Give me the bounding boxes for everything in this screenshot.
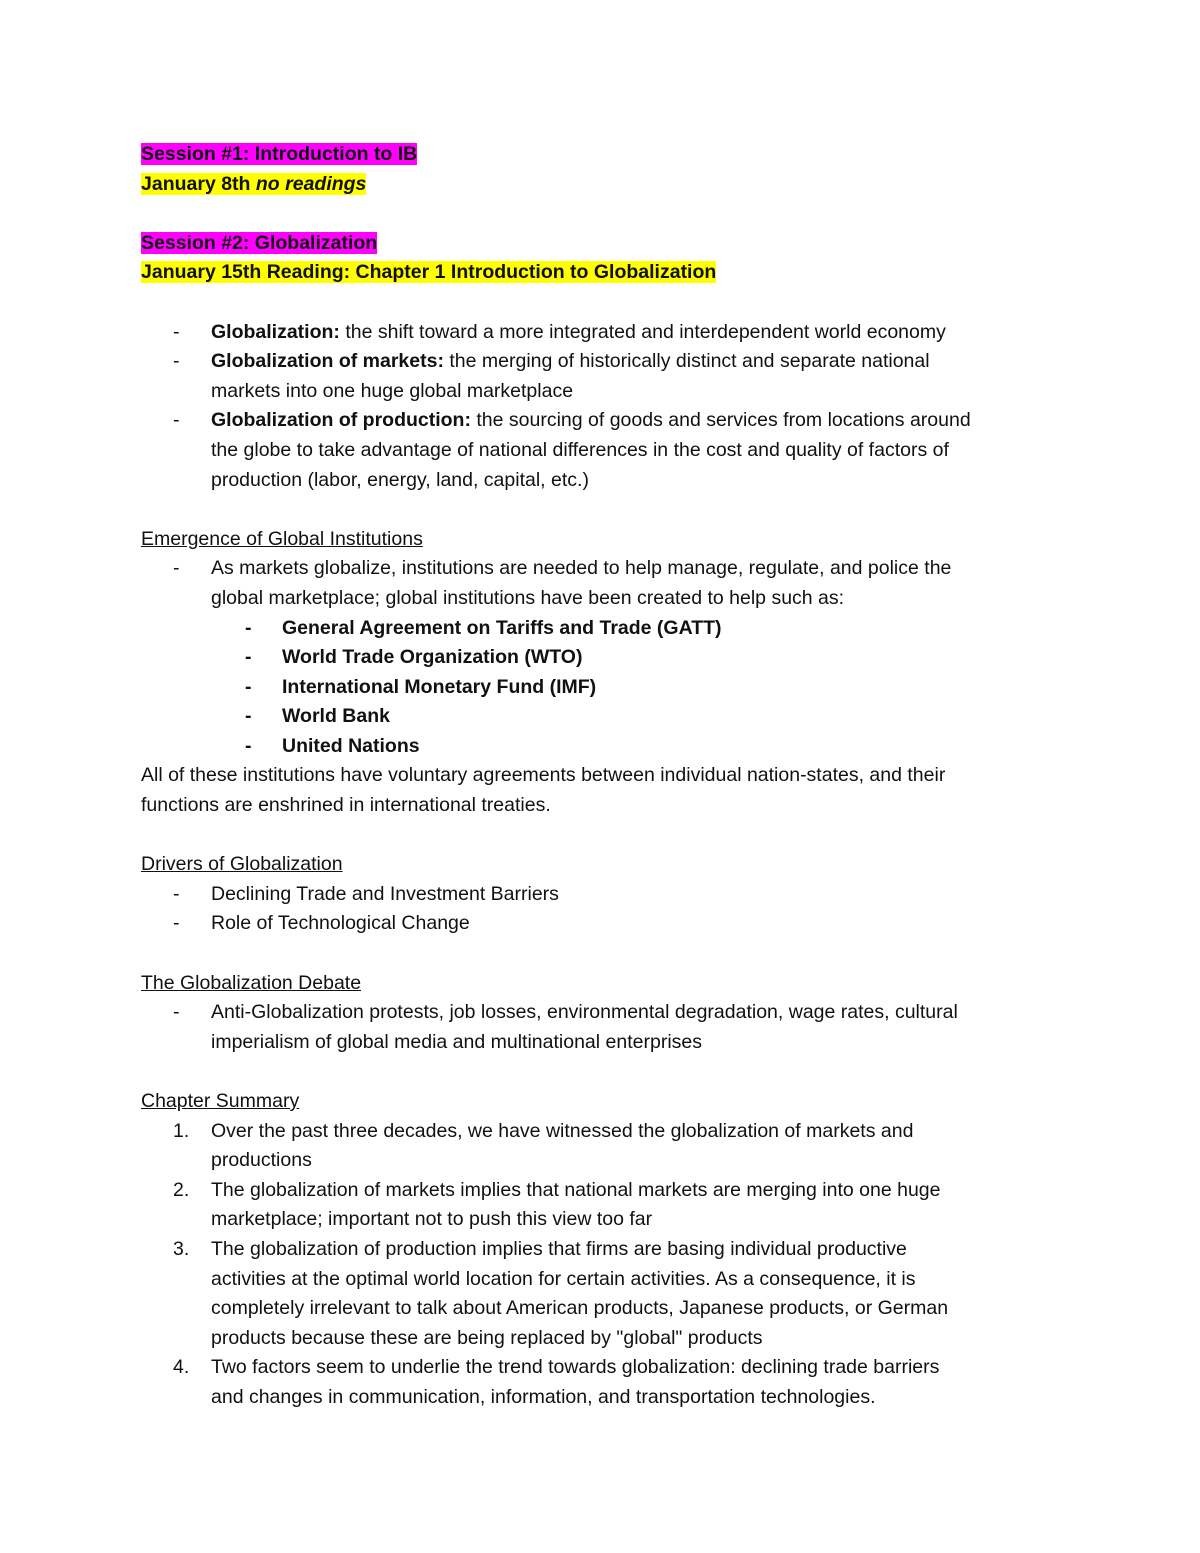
driver-item bbox=[141, 880, 1061, 910]
institutions-bullet bbox=[141, 554, 1061, 613]
bullet-marker: - bbox=[245, 675, 252, 698]
number-marker: 4. bbox=[173, 1356, 190, 1379]
bullet-marker: - bbox=[173, 320, 180, 343]
session-1-title: Session #1: Introduction to IB bbox=[141, 143, 418, 165]
institutions-text: global marketplace; global institutions have been created to help such as: bbox=[211, 586, 845, 609]
bullet-marker: - bbox=[245, 734, 252, 757]
definition-text: markets into one huge global marketplace bbox=[211, 379, 574, 402]
institution-item bbox=[141, 643, 1061, 673]
document-page bbox=[141, 140, 1061, 1413]
session-2-title-line bbox=[141, 229, 1061, 259]
drivers-heading: Drivers of Globalization bbox=[141, 853, 343, 876]
definition-text: the sourcing of goods and services from locations around bbox=[470, 409, 971, 432]
session-2-title: Session #2: Globalization bbox=[141, 231, 378, 254]
bullet-marker: - bbox=[173, 409, 180, 432]
session-1-date-note: no readings bbox=[255, 172, 367, 195]
institution-label: United Nations bbox=[282, 734, 420, 757]
session-1-title-line bbox=[141, 140, 1061, 170]
summary-text: Over the past three decades, we have witnessed the globalization of markets and bbox=[211, 1119, 914, 1142]
institution-label: World Trade Organization (WTO) bbox=[282, 646, 583, 669]
bullet-marker: - bbox=[245, 705, 252, 728]
debate-heading: The Globalization Debate bbox=[141, 971, 362, 994]
summary-item bbox=[141, 1235, 1061, 1353]
bullet-marker: - bbox=[173, 882, 180, 905]
summary-heading: Chapter Summary bbox=[141, 1090, 300, 1112]
summary-text: Two factors seem to underlie the trend towards globalization: declining trade barriers bbox=[211, 1356, 940, 1379]
summary-text: products because these are being replaced by "global" products bbox=[211, 1326, 763, 1349]
driver-label: Declining Trade and Investment Barriers bbox=[211, 882, 559, 905]
session-1-date-line bbox=[141, 170, 1061, 200]
definition-line bbox=[211, 406, 1061, 436]
definition-term: Globalization of production: bbox=[211, 409, 471, 432]
institution-item bbox=[141, 673, 1061, 703]
bullet-marker: - bbox=[245, 616, 252, 639]
definition-item bbox=[141, 347, 1061, 406]
session-1-date bbox=[141, 173, 366, 195]
bullet-marker: - bbox=[173, 912, 180, 935]
summary-text: The globalization of production implies that firms are basing individual productive bbox=[211, 1237, 907, 1260]
definition-line bbox=[211, 347, 1061, 377]
number-marker: 1. bbox=[173, 1119, 190, 1142]
debate-item bbox=[141, 998, 1061, 1057]
bullet-marker: - bbox=[173, 350, 180, 373]
summary-item bbox=[141, 1176, 1061, 1235]
spacer bbox=[141, 199, 1061, 229]
summary-text: productions bbox=[211, 1149, 312, 1172]
summary-text: and changes in communication, information, and transportation technologies. bbox=[211, 1385, 876, 1408]
driver-label: Role of Technological Change bbox=[211, 912, 470, 935]
institution-item bbox=[141, 702, 1061, 732]
spacer bbox=[141, 821, 1061, 851]
driver-item bbox=[141, 909, 1061, 939]
institutions-text: As markets globalize, institutions are needed to help manage, regulate, and police the bbox=[211, 557, 952, 580]
institution-label: International Monetary Fund (IMF) bbox=[282, 675, 597, 698]
definition-term: Globalization of markets: bbox=[211, 350, 444, 373]
definition-item bbox=[141, 318, 1061, 348]
institution-label: General Agreement on Tariffs and Trade (GATT) bbox=[282, 616, 722, 639]
summary-text: completely irrelevant to talk about American products, Japanese products, or German bbox=[211, 1297, 949, 1320]
summary-item bbox=[141, 1117, 1061, 1176]
session-2-reading: January 15th Reading: Chapter 1 Introduction to Globalization bbox=[141, 261, 717, 284]
spacer bbox=[141, 1057, 1061, 1087]
bullet-marker: - bbox=[245, 646, 252, 669]
summary-text: The globalization of markets implies that national markets are merging into one huge bbox=[211, 1178, 941, 1201]
definition-item bbox=[141, 406, 1061, 495]
institution-item bbox=[141, 614, 1061, 644]
summary-item bbox=[141, 1353, 1061, 1412]
summary-text: activities at the optimal world location for certain activities. As a consequence, it is bbox=[211, 1267, 916, 1290]
definition-term: Globalization: bbox=[211, 320, 340, 343]
debate-text: Anti-Globalization protests, job losses, environmental degradation, wage rates, cultural bbox=[211, 1001, 958, 1024]
definition-line bbox=[211, 318, 1061, 348]
number-marker: 3. bbox=[173, 1237, 190, 1260]
institutions-heading: Emergence of Global Institutions bbox=[141, 527, 423, 550]
number-marker: 2. bbox=[173, 1178, 190, 1201]
spacer bbox=[141, 495, 1061, 525]
spacer bbox=[141, 288, 1061, 318]
bullet-marker: - bbox=[173, 557, 180, 580]
definition-text: the merging of historically distinct and separate national bbox=[443, 350, 930, 373]
institutions-note: functions are enshrined in international treaties. bbox=[141, 794, 551, 817]
debate-text: imperialism of global media and multinational enterprises bbox=[211, 1030, 702, 1053]
institution-label: World Bank bbox=[282, 705, 390, 728]
bullet-marker: - bbox=[173, 1001, 180, 1024]
definition-text: the shift toward a more integrated and interdependent world economy bbox=[339, 320, 946, 343]
institution-item bbox=[141, 732, 1061, 762]
summary-text: marketplace; important not to push this view too far bbox=[211, 1208, 653, 1231]
session-2-reading-line bbox=[141, 258, 1061, 288]
session-1-date-prefix: January 8th bbox=[141, 172, 256, 195]
institutions-note: All of these institutions have voluntary agreements between individual nation-states, and their bbox=[141, 764, 946, 787]
spacer bbox=[141, 939, 1061, 969]
definition-text: the globe to take advantage of national differences in the cost and quality of factors of bbox=[211, 438, 949, 461]
definition-text: production (labor, energy, land, capital, etc.) bbox=[211, 468, 589, 491]
